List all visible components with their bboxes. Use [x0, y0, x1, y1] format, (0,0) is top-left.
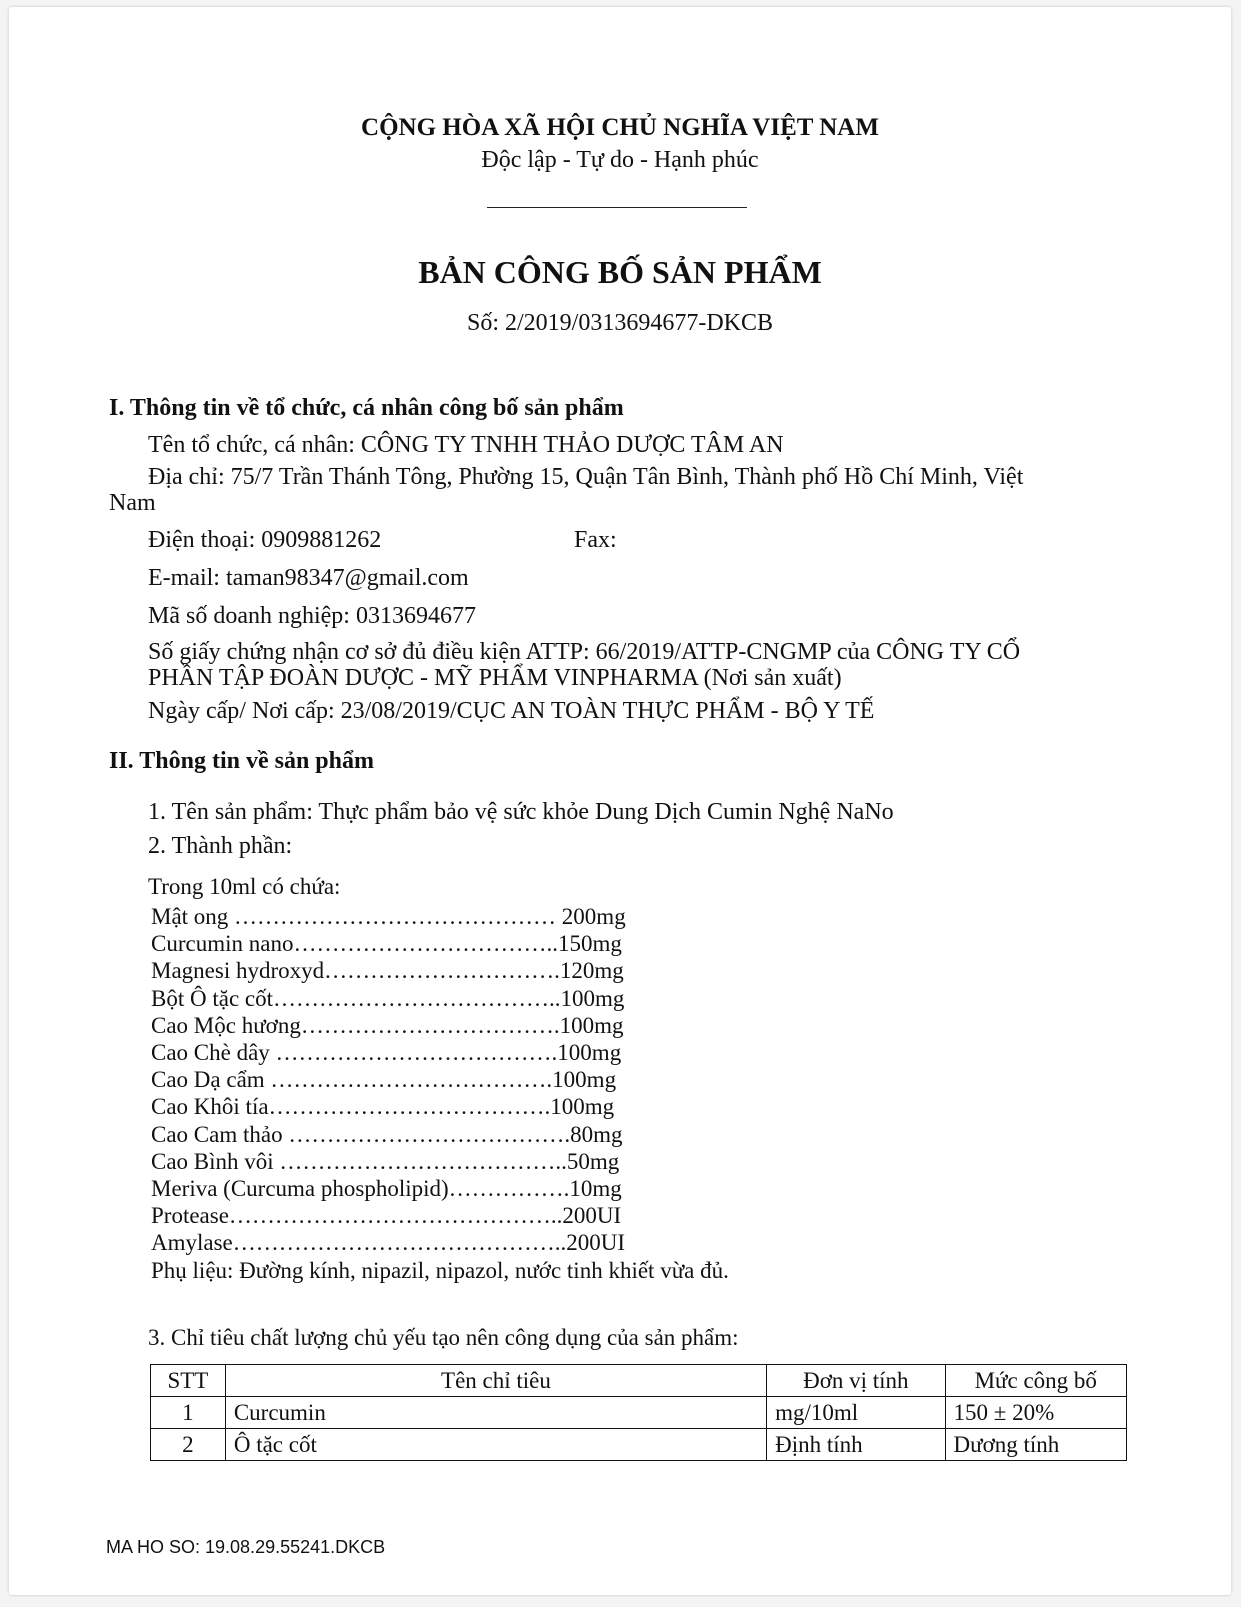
cell-unit: mg/10ml [767, 1397, 945, 1429]
cell-stt: 1 [151, 1397, 226, 1429]
nation-header: CỘNG HÒA XÃ HỘI CHỦ NGHĨA VIỆT NAM [361, 114, 879, 141]
certificate-line-1: Số giấy chứng nhận cơ sở đủ điều kiện ATTP: 66/2019/ATTP-CNGMP của CÔNG TY CỔ [148, 639, 1021, 665]
cell-stt: 2 [151, 1429, 226, 1461]
section-2-heading: II. Thông tin về sản phẩm [109, 748, 374, 774]
cell-declared-level: 150 ± 20% [945, 1397, 1127, 1429]
document-number: Số: 2/2019/0313694677-DKCB [466, 310, 774, 336]
column-header-declared-level: Mức công bố [945, 1365, 1127, 1397]
address-line-2: Nam [109, 490, 156, 516]
ingredient-item: Mật ong …………………………………… 200mg [151, 904, 626, 929]
ingredient-item: Cao Khôi tía……………………………….100mg [151, 1094, 615, 1120]
cell-declared-level: Dương tính [945, 1429, 1127, 1461]
ingredient-item: Cao Chè dây ……………………………….100mg [151, 1040, 622, 1066]
quality-criteria-table [150, 1364, 1127, 1461]
quality-criteria-label: 3. Chỉ tiêu chất lượng chủ yếu tạo nên công dụng của sản phẩm: [148, 1325, 739, 1350]
ingredient-item: Curcumin nano……………………………..150mg [151, 931, 622, 957]
address-line-1: Địa chỉ: 75/7 Trần Thánh Tông, Phường 15, Quận Tân Bình, Thành phố Hồ Chí Minh, Việt [148, 464, 1024, 490]
ingredient-item: Amylase……………………………………..200UI [151, 1230, 626, 1256]
phone-number: Điện thoại: 0909881262 [148, 527, 382, 553]
column-header-stt: STT [151, 1365, 226, 1397]
ingredient-item: Meriva (Curcuma phospholipid)…………….10mg [151, 1176, 622, 1202]
ingredient-item: Cao Dạ cẩm ……………………………….100mg [151, 1067, 617, 1093]
ingredient-item: Cao Cam thảo ……………………………….80mg [151, 1121, 623, 1147]
cell-criterion: Ô tặc cốt [225, 1429, 766, 1461]
column-header-unit: Đơn vị tính [767, 1365, 945, 1397]
table-row [151, 1397, 1127, 1429]
organization-name: Tên tổ chức, cá nhân: CÔNG TY TNHH THẢO DƯỢC TÂM AN [148, 432, 784, 458]
cell-criterion: Curcumin [225, 1397, 766, 1429]
ingredient-item: Protease……………………………………..200UI [151, 1203, 622, 1229]
table-row [151, 1429, 1127, 1461]
ingredient-item: Bột Ô tặc cốt………………………………..100mg [151, 985, 625, 1011]
header-divider [487, 207, 747, 208]
ingredient-item: Cao Mộc hương…………………………….100mg [151, 1012, 624, 1038]
composition-intro: Trong 10ml có chứa: [148, 874, 341, 899]
ingredient-item: Magnesi hydroxyd………………………….120mg [151, 958, 624, 984]
section-1-heading: I. Thông tin về tổ chức, cá nhân công bố sản phẩm [109, 395, 624, 421]
excipients: Phụ liệu: Đường kính, nipazil, nipazol, nước tinh khiết vừa đủ. [151, 1257, 729, 1283]
product-name: 1. Tên sản phẩm: Thực phẩm bảo vệ sức khỏe Dung Dịch Cumin Nghệ NaNo [148, 799, 894, 825]
column-header-criterion: Tên chỉ tiêu [225, 1365, 766, 1397]
email-address: E-mail: taman98347@gmail.com [148, 565, 469, 591]
ingredient-list [151, 903, 751, 1284]
tax-code: Mã số doanh nghiệp: 0313694677 [148, 603, 476, 629]
document-page [9, 7, 1231, 1595]
file-code-footer: MA HO SO: 19.08.29.55241.DKCB [106, 1537, 386, 1557]
national-motto: Độc lập - Tự do - Hạnh phúc [481, 147, 759, 173]
cell-unit: Định tính [767, 1429, 945, 1461]
ingredient-item: Cao Bình vôi ………………………………..50mg [151, 1148, 620, 1174]
fax-number: Fax: [574, 527, 617, 553]
certificate-line-2: PHẦN TẬP ĐOÀN DƯỢC - MỸ PHẨM VINPHARMA (Nơi sản xuất) [148, 665, 842, 691]
document-title: BẢN CÔNG BỐ SẢN PHẨM [418, 254, 822, 290]
table-header-row [151, 1365, 1127, 1397]
issue-date-place: Ngày cấp/ Nơi cấp: 23/08/2019/CỤC AN TOÀN THỰC PHẨM - BỘ Y TẾ [148, 698, 875, 724]
composition-label: 2. Thành phần: [148, 833, 293, 859]
